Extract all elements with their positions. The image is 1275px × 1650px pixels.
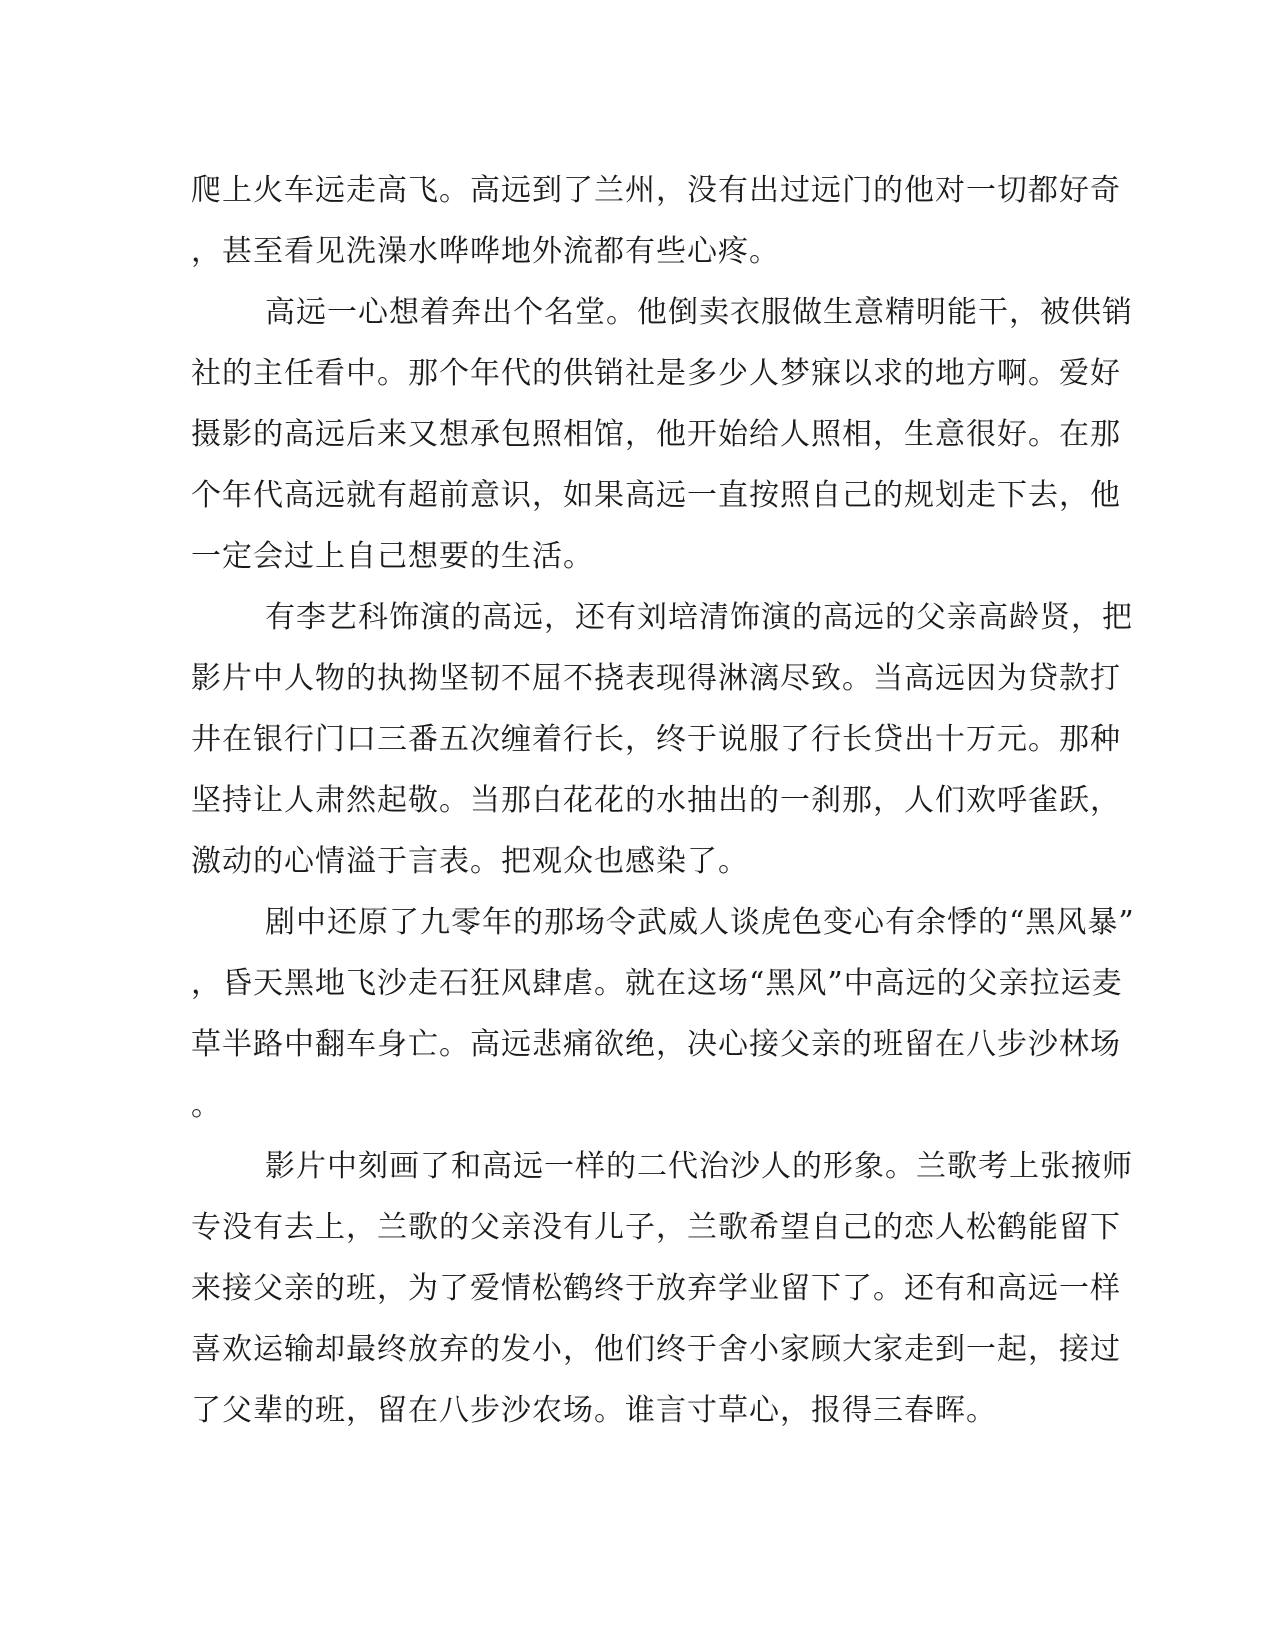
paragraph-5 (191, 1136, 1133, 1441)
text-line: ，昏天黑地飞沙走石狂风肆虐。就在这场“黑风”中高远的父亲拉运麦 (191, 966, 1123, 1001)
text-line: 一定会过上自己想要的生活。 (191, 539, 594, 574)
paragraph-4 (191, 892, 1135, 1136)
text-line: 井在银行门口三番五次缠着行长，终于说服了行长贷出十万元。那种 (191, 722, 1121, 757)
text-line: 剧中还原了九零年的那场令武威人谈虎色变心有余悸的“黑风暴” (265, 905, 1135, 940)
text-line: 喜欢运输却最终放弃的发小，他们终于舍小家顾大家走到一起，接过 (191, 1332, 1121, 1367)
text-line: 社的主任看中。那个年代的供销社是多少人梦寐以求的地方啊。爱好 (191, 356, 1121, 391)
text-line: 。 (191, 1088, 222, 1123)
text-line: 激动的心情溢于言表。把观众也感染了。 (191, 844, 749, 879)
text-line: 坚持让人肃然起敬。当那白花花的水抽出的一刹那，人们欢呼雀跃， (191, 783, 1121, 818)
text-line: 爬上火车远走高飞。高远到了兰州，没有出过远门的他对一切都好奇 (191, 173, 1121, 208)
text-line: 了父辈的班，留在八步沙农场。谁言寸草心，报得三春晖。 (191, 1393, 997, 1428)
paragraph-3 (191, 587, 1133, 892)
text-line: 高远一心想着奔出个名堂。他倒卖衣服做生意精明能干，被供销 (265, 295, 1133, 330)
text-line: 专没有去上，兰歌的父亲没有儿子，兰歌希望自己的恋人松鹤能留下 (191, 1210, 1121, 1245)
text-line: ，甚至看见洗澡水哗哗地外流都有些心疼。 (191, 234, 780, 269)
paragraph-2 (191, 282, 1133, 587)
text-line: 来接父亲的班，为了爱情松鹤终于放弃学业留下了。还有和高远一样 (191, 1271, 1121, 1306)
text-line: 影片中刻画了和高远一样的二代治沙人的形象。兰歌考上张掖师 (265, 1149, 1133, 1184)
text-line: 草半路中翻车身亡。高远悲痛欲绝，决心接父亲的班留在八步沙林场 (191, 1027, 1121, 1062)
text-line: 影片中人物的执拗坚韧不屈不挠表现得淋漓尽致。当高远因为贷款打 (191, 661, 1121, 696)
text-line: 个年代高远就有超前意识，如果高远一直按照自己的规划走下去，他 (191, 478, 1121, 513)
paragraph-1 (191, 160, 1121, 282)
body-text (191, 160, 1135, 1441)
text-line: 有李艺科饰演的高远，还有刘培清饰演的高远的父亲高龄贤，把 (265, 600, 1133, 635)
text-line: 摄影的高远后来又想承包照相馆，他开始给人照相，生意很好。在那 (191, 417, 1121, 452)
